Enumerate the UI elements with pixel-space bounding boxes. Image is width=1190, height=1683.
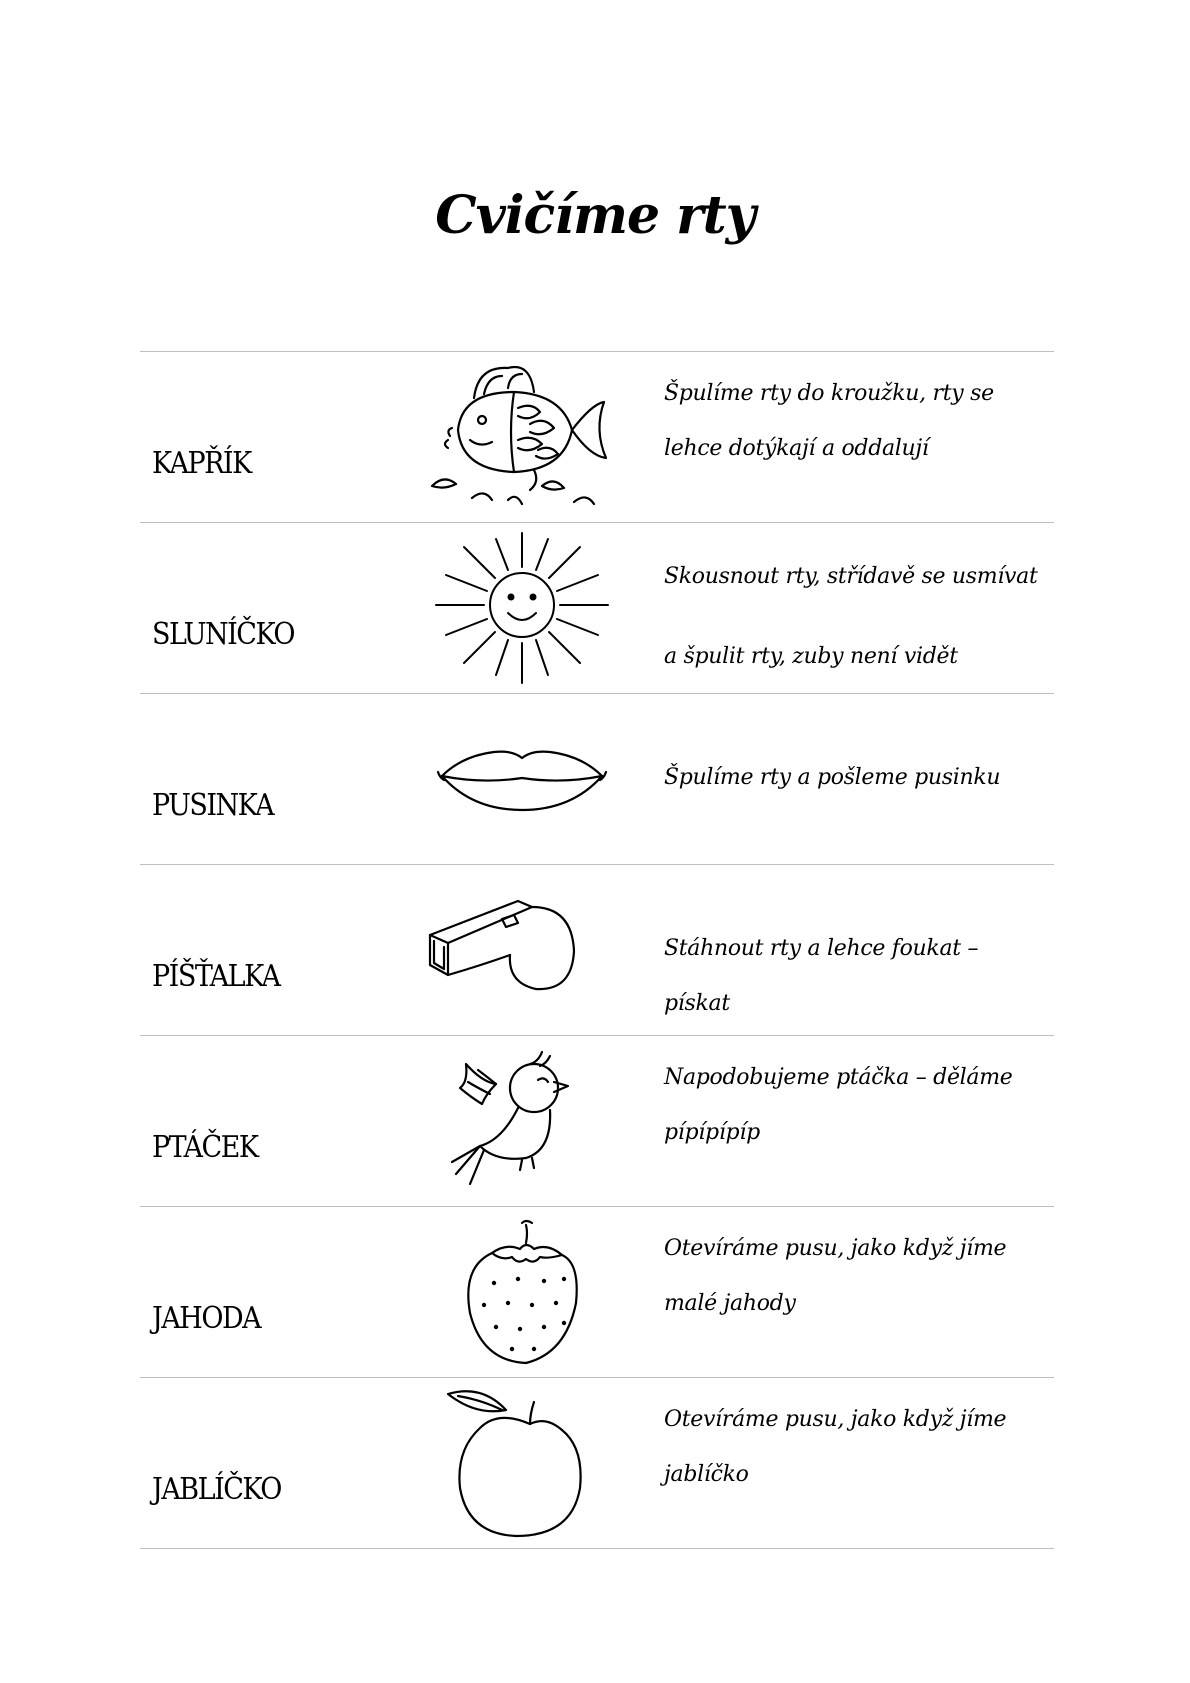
apple-icon [422,1384,622,1542]
exercise-table [140,351,1054,1549]
exercise-description: Stáhnout rty a lehce foukat – pískat [664,936,979,1016]
exercise-name: JABLÍČKO [152,1472,281,1507]
exercise-name: PTÁČEK [152,1130,258,1165]
table-row [140,1377,1054,1549]
sun-icon [422,529,622,687]
table-row [140,864,1054,1035]
exercise-name: PÍŠŤALKA [152,959,280,994]
exercise-description: Otevíráme pusu, jako když jíme jablíčko [664,1407,1007,1487]
exercise-name: JAHODA [152,1301,261,1336]
exercise-description: Špulíme rty do kroužku, rty se lehce dotýkají a oddalují [664,381,994,461]
exercise-name: PUSINKA [152,788,274,823]
table-row [140,1035,1054,1206]
table-row [140,351,1054,522]
table-row [140,1206,1054,1377]
fish-icon [422,358,622,516]
exercise-description: Skousnout rty, střídavě se usmívat a špulit rty, zuby není vidět [664,564,1038,669]
exercise-description: Napodobujeme ptáčka – děláme pípípípíp [664,1065,1013,1145]
bird-icon [422,1042,622,1200]
exercise-name: SLUNÍČKO [152,617,294,652]
page-title: Cvičíme rty [435,185,755,246]
exercise-description: Otevíráme pusu, jako když jíme malé jahody [664,1236,1007,1316]
whistle-icon [422,871,622,1029]
table-row [140,693,1054,864]
table-row [140,522,1054,693]
lips-icon [422,700,622,858]
exercise-name: KAPŘÍK [152,446,251,481]
exercise-description: Špulíme rty a pošleme pusinku [664,765,1001,790]
strawberry-icon [422,1213,622,1371]
